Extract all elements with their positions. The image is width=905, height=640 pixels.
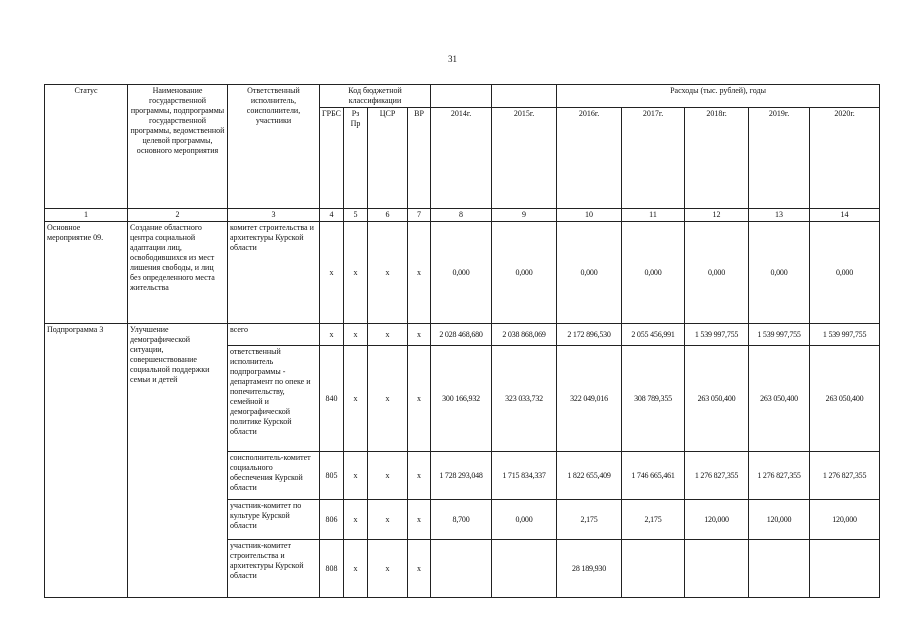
value-2014	[431, 540, 492, 598]
column-number: 2	[128, 209, 228, 222]
value-2014: 1 728 293,048	[431, 452, 492, 500]
column-number: 4	[320, 209, 344, 222]
header-year-2014: 2014г.	[431, 108, 492, 209]
budget-table	[44, 84, 880, 598]
value-2015: 1 715 834,337	[492, 452, 557, 500]
row-grbs: 840	[320, 346, 344, 452]
value-2020: 263 050,400	[810, 346, 880, 452]
row-executor: ответственный исполнитель подпрограммы - департамент по опеке и попечительству, семейной и демографической политике Курской области	[228, 346, 320, 452]
column-numbers-row	[45, 209, 880, 222]
header-year-2016: 2016г.	[557, 108, 622, 209]
row-vr: х	[408, 500, 431, 540]
row-executor: соисполнитель-комитет социального обеспечения Курской области	[228, 452, 320, 500]
row-rzpr: х	[344, 452, 368, 500]
value-2016: 322 049,016	[557, 346, 622, 452]
value-2017: 0,000	[622, 222, 685, 324]
column-number: 5	[344, 209, 368, 222]
row-rzpr: х	[344, 500, 368, 540]
row-name: Создание областного центра социальной адаптации лиц, освободившихся из мест лишения свободы, и лиц без определенного места жительства	[128, 222, 228, 324]
column-number: 9	[492, 209, 557, 222]
header-year-2019: 2019г.	[749, 108, 810, 209]
value-2020: 1 276 827,355	[810, 452, 880, 500]
value-2018: 120,000	[685, 500, 749, 540]
value-2014: 2 028 468,680	[431, 324, 492, 346]
row-rzpr: х	[344, 540, 368, 598]
value-2016: 28 189,930	[557, 540, 622, 598]
value-2019: 0,000	[749, 222, 810, 324]
header-empty-1	[431, 85, 492, 108]
header-budget-code: Код бюджетной классификации	[320, 85, 431, 108]
value-2015: 323 033,732	[492, 346, 557, 452]
column-number: 12	[685, 209, 749, 222]
header-year-2020: 2020г.	[810, 108, 880, 209]
value-2014: 300 166,932	[431, 346, 492, 452]
value-2018: 1 276 827,355	[685, 452, 749, 500]
row-executor: всего	[228, 324, 320, 346]
row-executor: комитет строительства и архитектуры Курской области	[228, 222, 320, 324]
header-executor: Ответственный исполнитель, соисполнители, участники	[228, 85, 320, 209]
value-2015	[492, 540, 557, 598]
column-number: 13	[749, 209, 810, 222]
column-number: 3	[228, 209, 320, 222]
value-2015: 2 038 868,069	[492, 324, 557, 346]
value-2018	[685, 540, 749, 598]
row-csr: х	[368, 452, 408, 500]
value-2016: 1 822 655,409	[557, 452, 622, 500]
row-grbs: 805	[320, 452, 344, 500]
header-year-2018: 2018г.	[685, 108, 749, 209]
value-2020: 120,000	[810, 500, 880, 540]
row-grbs: х	[320, 324, 344, 346]
page-number: 31	[448, 54, 457, 64]
header-year-2015: 2015г.	[492, 108, 557, 209]
value-2014: 8,700	[431, 500, 492, 540]
value-2018: 0,000	[685, 222, 749, 324]
value-2015: 0,000	[492, 222, 557, 324]
header-grbs: ГРБС	[320, 108, 344, 209]
column-number: 6	[368, 209, 408, 222]
row-vr: х	[408, 540, 431, 598]
value-2020: 1 539 997,755	[810, 324, 880, 346]
subprogram-status: Подпрограмма 3	[45, 324, 128, 598]
value-2018: 263 050,400	[685, 346, 749, 452]
row-grbs: х	[320, 222, 344, 324]
value-2019: 1 276 827,355	[749, 452, 810, 500]
row-executor: участник-комитет по культуре Курской области	[228, 500, 320, 540]
row-vr: х	[408, 222, 431, 324]
row-rzpr: х	[344, 324, 368, 346]
header-rzpr: Рз Пр	[344, 108, 368, 209]
header-name: Наименование государственной программы, подпрограммы государственной программы, ведомственной целевой программы, основного мероприятия	[128, 85, 228, 209]
header-empty-2	[492, 85, 557, 108]
header-status: Статус	[45, 85, 128, 209]
value-2020: 0,000	[810, 222, 880, 324]
value-2017: 1 746 665,461	[622, 452, 685, 500]
value-2017: 2 055 456,991	[622, 324, 685, 346]
header-expenses: Расходы (тыс. рублей), годы	[557, 85, 880, 108]
column-number: 8	[431, 209, 492, 222]
value-2019: 263 050,400	[749, 346, 810, 452]
value-2020	[810, 540, 880, 598]
header-vr: ВР	[408, 108, 431, 209]
value-2016: 2 172 896,530	[557, 324, 622, 346]
row-vr: х	[408, 452, 431, 500]
header-csr: ЦСР	[368, 108, 408, 209]
column-number: 11	[622, 209, 685, 222]
column-number: 7	[408, 209, 431, 222]
column-number: 10	[557, 209, 622, 222]
row-csr: х	[368, 500, 408, 540]
value-2018: 1 539 997,755	[685, 324, 749, 346]
value-2015: 0,000	[492, 500, 557, 540]
row-rzpr: х	[344, 346, 368, 452]
value-2019	[749, 540, 810, 598]
row-vr: х	[408, 346, 431, 452]
row-csr: х	[368, 222, 408, 324]
row-vr: х	[408, 324, 431, 346]
table-row	[45, 222, 880, 324]
value-2017	[622, 540, 685, 598]
row-status: Основное мероприятие 09.	[45, 222, 128, 324]
table-row	[45, 324, 880, 346]
column-number: 1	[45, 209, 128, 222]
value-2016: 2,175	[557, 500, 622, 540]
row-executor: участник-комитет строительства и архитектуры Курской области	[228, 540, 320, 598]
row-grbs: 806	[320, 500, 344, 540]
value-2016: 0,000	[557, 222, 622, 324]
row-csr: х	[368, 540, 408, 598]
column-number: 14	[810, 209, 880, 222]
header-year-2017: 2017г.	[622, 108, 685, 209]
value-2014: 0,000	[431, 222, 492, 324]
row-csr: х	[368, 324, 408, 346]
value-2019: 120,000	[749, 500, 810, 540]
value-2019: 1 539 997,755	[749, 324, 810, 346]
value-2017: 2,175	[622, 500, 685, 540]
row-rzpr: х	[344, 222, 368, 324]
row-grbs: 808	[320, 540, 344, 598]
header-row-top	[45, 85, 880, 108]
value-2017: 308 789,355	[622, 346, 685, 452]
row-csr: х	[368, 346, 408, 452]
subprogram-name: Улучшение демографической ситуации, совершенствование социальной поддержки семьи и детей	[128, 324, 228, 598]
